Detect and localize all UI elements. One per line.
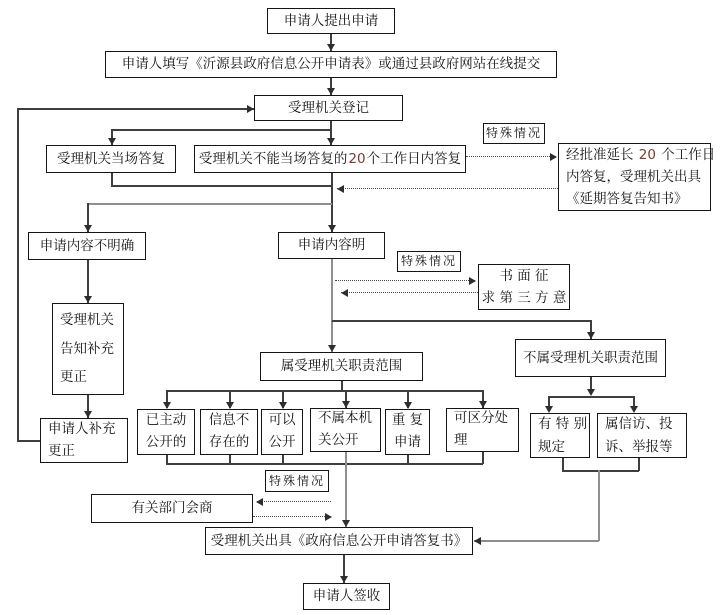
- arrowhead-down: [226, 402, 234, 409]
- node-applicant-sign: [303, 583, 390, 610]
- arrowhead-left: [337, 185, 344, 193]
- node-text-line: 诉、举报等: [605, 438, 673, 455]
- arrowhead-down: [84, 225, 92, 232]
- dotted-edge-line: [335, 280, 475, 281]
- node-text-line: 特殊情况: [485, 126, 542, 141]
- arrowhead-down: [545, 406, 553, 413]
- node-text-line: 申请: [394, 434, 421, 450]
- arrowhead-right: [469, 277, 476, 285]
- node-petition-complaint: [597, 413, 687, 458]
- node-text-line: 可区分处: [454, 410, 508, 427]
- edge-line: [548, 396, 634, 398]
- node-text-line: 书 面 征: [499, 267, 549, 284]
- arrowhead-right: [325, 513, 332, 521]
- arrowhead-down: [404, 402, 412, 409]
- node-text-line: 告知补充: [60, 340, 114, 357]
- dotted-edge-line: [253, 516, 331, 517]
- node-text-line: 特殊情况: [268, 473, 325, 488]
- arrowhead-left: [474, 537, 481, 545]
- node-reply-within-20-days: [194, 145, 466, 173]
- node-text-line: 公开的: [145, 434, 187, 450]
- edge-line: [331, 259, 333, 352]
- node-content-clear: [278, 232, 385, 259]
- node-text-line: 受理机关不能当场答复的20个工作日内答复: [198, 150, 462, 167]
- edge-line: [111, 185, 332, 187]
- node-text-line: 受理机关出具《政府信息公开申请答复书》: [210, 532, 468, 549]
- node-text-line: 已主动: [145, 412, 187, 429]
- node-separable-handling: [446, 408, 519, 452]
- node-text-line: 规定: [538, 438, 565, 455]
- node-info-not-exist: [200, 409, 258, 455]
- edge-line: [111, 129, 331, 131]
- dotted-edge-line: [341, 292, 478, 293]
- arrowhead-down: [163, 402, 171, 409]
- arrowhead-down: [327, 44, 335, 51]
- arrowhead-right: [550, 153, 557, 161]
- node-text-line: 申请人提出申请: [283, 12, 379, 29]
- node-text-line: 受理机关登记: [288, 99, 369, 116]
- node-repeated-application: [385, 409, 430, 455]
- node-text-line: 信息不: [208, 412, 250, 429]
- node-text-line: 属信访、投: [605, 416, 673, 433]
- arrowhead-left: [256, 498, 263, 506]
- arrowhead-down: [479, 401, 487, 408]
- node-already-public: [137, 409, 195, 455]
- node-text-line: 经批准延长 20 个工作日: [566, 146, 716, 163]
- edge-line: [166, 463, 483, 465]
- node-text-line: 不属受理机关职责范围: [523, 349, 658, 366]
- node-text-line: 更正: [48, 442, 75, 459]
- dotted-edge-line: [466, 156, 556, 157]
- node-applicant-supplement: [40, 418, 128, 463]
- dotted-edge-line: [337, 188, 558, 189]
- node-text-line: 受理机关: [60, 312, 114, 329]
- node-can-be-public: [261, 409, 303, 455]
- arrowhead-down: [630, 406, 638, 413]
- arrowhead-down: [84, 296, 92, 303]
- node-text-line: 可以: [268, 412, 296, 429]
- edge-line: [562, 470, 639, 472]
- node-special-case-3: [265, 470, 329, 492]
- node-accepting-organ-register: [254, 95, 403, 121]
- node-text-line: 申请内容明: [297, 237, 366, 254]
- arrowhead-down: [327, 138, 335, 145]
- node-fill-application-form: [105, 51, 557, 78]
- node-reply-on-spot: [46, 145, 176, 173]
- node-text-line: 特殊情况: [400, 254, 457, 269]
- node-text-line: 理: [454, 432, 468, 448]
- node-issue-reply-document: [205, 527, 473, 555]
- edge-line: [166, 390, 483, 392]
- edge-line: [17, 440, 40, 442]
- edge-line: [474, 540, 599, 542]
- arrowhead-down: [108, 138, 116, 145]
- node-outside-duty-scope: [515, 339, 666, 377]
- edge-line: [17, 108, 254, 110]
- edge-line: [87, 203, 332, 205]
- node-text-line: 内答复，受理机关出具: [566, 168, 701, 185]
- node-content-unclear: [28, 232, 146, 260]
- dotted-edge-line: [257, 501, 331, 502]
- arrowhead-left: [341, 289, 348, 297]
- arrowhead-right: [247, 105, 254, 113]
- node-text-line: 属受理机关职责范围: [280, 358, 403, 375]
- node-text-line: 存在的: [208, 434, 250, 450]
- node-text-line: 申请人补充: [48, 420, 116, 437]
- node-text-line: 申请人填写《沂源县政府信息公开申请表》或通过县政府网站在线提交: [121, 56, 541, 73]
- node-department-consultation: [91, 494, 253, 523]
- node-not-this-organ: [310, 408, 381, 452]
- node-applicant-submit: [267, 8, 395, 34]
- edge-line: [332, 320, 591, 322]
- node-text-line: 不属本机: [318, 410, 372, 427]
- node-text-line: 受理机关当场答复: [57, 150, 165, 167]
- node-notify-supplement-correction: [52, 303, 124, 395]
- arrowhead-down: [327, 88, 335, 95]
- arrowhead-down: [342, 520, 350, 527]
- node-text-line: 求 第 三 方 意: [481, 290, 567, 306]
- node-text-line: 有 特 别: [538, 416, 588, 433]
- arrowhead-down: [328, 225, 336, 232]
- arrowhead-down: [279, 402, 287, 409]
- arrowhead-down: [587, 389, 595, 396]
- node-special-case-2: [397, 251, 461, 272]
- node-special-case-1: [483, 123, 545, 144]
- node-seek-third-party-opinion: [478, 264, 570, 310]
- edge-line: [345, 452, 347, 527]
- edge-line: [17, 108, 19, 441]
- edge-line: [598, 470, 600, 541]
- node-special-provisions: [530, 413, 590, 458]
- arrowhead-down: [342, 401, 350, 408]
- node-text-line: 申请内容不明确: [39, 237, 135, 254]
- node-within-duty-scope: [260, 352, 423, 381]
- node-text-line: 《延期答复告知书》: [566, 191, 688, 208]
- node-text-line: 有关部门会商: [131, 500, 213, 517]
- node-approved-extension: [558, 143, 716, 211]
- node-text-line: 更正: [60, 369, 87, 386]
- arrowhead-down: [328, 345, 336, 352]
- node-text-line: 重 复: [391, 412, 424, 429]
- arrowhead-down: [340, 576, 348, 583]
- node-text-line: 公开: [268, 434, 296, 450]
- arrowhead-down: [587, 332, 595, 339]
- node-text-line: 申请人签收: [312, 588, 381, 605]
- arrowhead-down: [84, 411, 92, 418]
- node-text-line: 关公开: [318, 432, 359, 448]
